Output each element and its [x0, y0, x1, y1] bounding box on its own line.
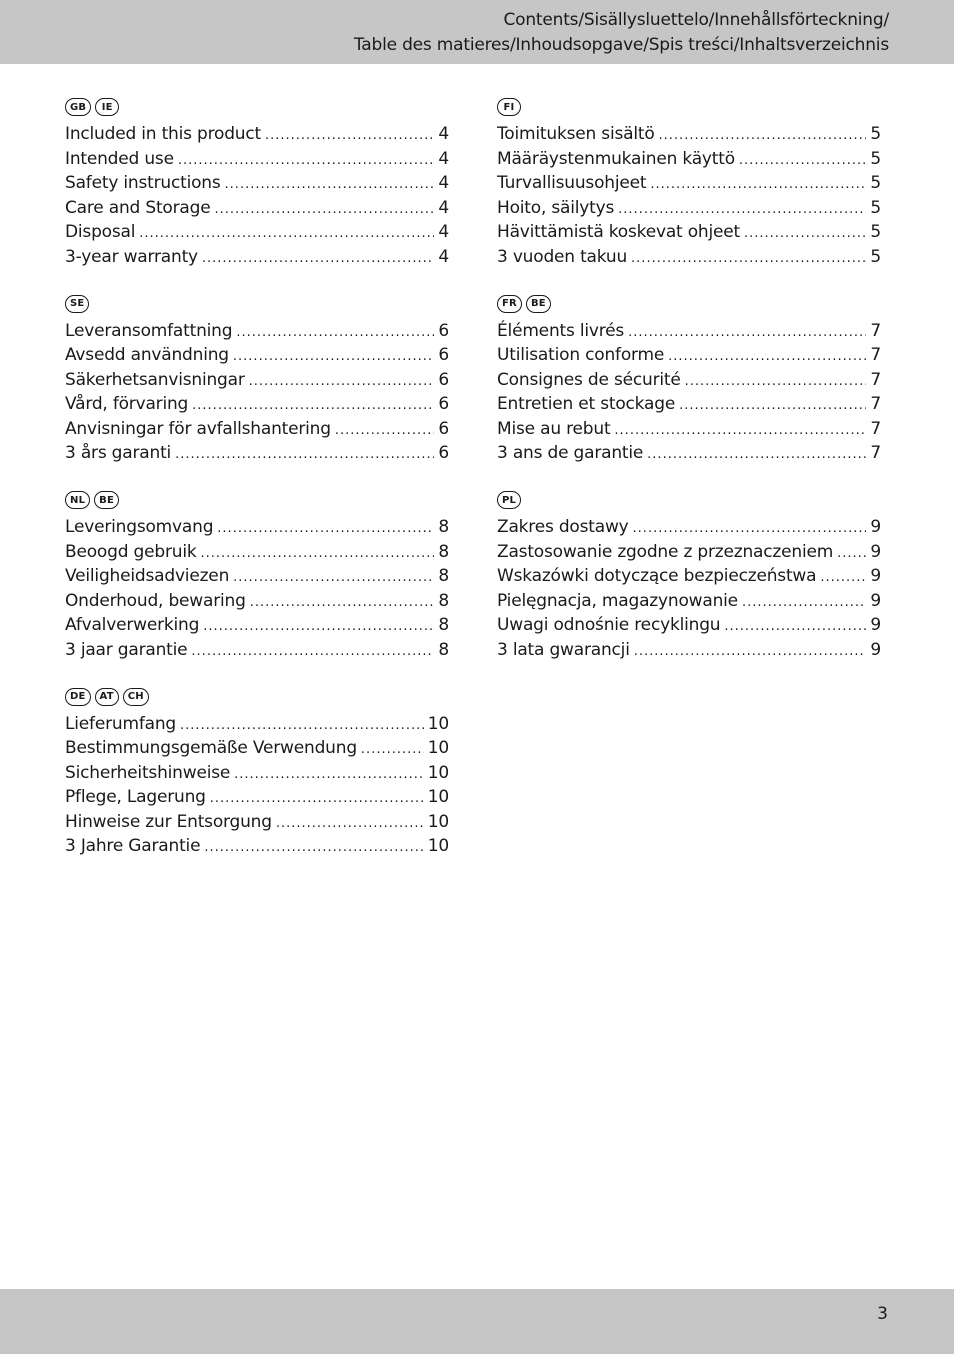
dot-leader [180, 718, 424, 733]
toc-entry-page: 8 [438, 541, 449, 562]
country-code-badge: AT [95, 688, 119, 706]
toc-entry-page: 5 [870, 197, 881, 218]
toc-entry-title: Lieferumfang [65, 713, 176, 734]
dot-leader [204, 840, 423, 855]
toc-entry-title: Afvalverwerking [65, 615, 200, 636]
toc-entry-page: 7 [870, 369, 881, 390]
dot-leader [234, 767, 424, 782]
toc-entry-page: 8 [438, 517, 449, 537]
toc-section [65, 685, 449, 882]
toc-entry[interactable] [497, 640, 881, 665]
toc-entry-page: 6 [438, 369, 449, 390]
toc-entry-page: 8 [438, 566, 449, 587]
dot-leader [265, 128, 434, 143]
toc-entry-title: Beoogd gebruik [65, 541, 197, 562]
dot-leader [178, 153, 435, 168]
country-code-badge: NL [65, 491, 90, 509]
toc-entry[interactable] [65, 566, 449, 591]
dot-leader [631, 251, 866, 266]
dot-leader [668, 349, 866, 364]
dot-leader [685, 374, 867, 389]
dot-leader [739, 153, 866, 168]
country-code-badge: CH [123, 688, 149, 706]
toc-entry-title: Veiligheidsadviezen [65, 566, 230, 587]
header-title-line-1: Contents/Sisällysluettelo/Innehållsförteckning/ [503, 10, 889, 30]
toc-entry-page: 5 [870, 246, 881, 267]
toc-entry-title: Hävittämistä koskevat ohjeet [497, 222, 740, 243]
toc-entry-title: Hoito, säilytys [497, 197, 615, 218]
dot-leader [679, 398, 866, 413]
toc-entry-title: 3 jaar garantie [65, 639, 188, 660]
dot-leader [659, 128, 867, 143]
dot-leader [618, 202, 866, 217]
toc-column-right [497, 95, 881, 685]
dot-leader [214, 202, 434, 217]
toc-entry-title: Éléments livrés [497, 320, 625, 341]
toc-entry[interactable] [65, 247, 449, 272]
language-badges [497, 292, 881, 316]
toc-entry[interactable] [497, 542, 881, 567]
toc-entry-title: Disposal [65, 222, 136, 243]
country-code-badge: FI [497, 98, 521, 116]
toc-entry-page: 5 [870, 173, 881, 194]
dot-leader [217, 521, 434, 536]
toc-entry-title: Vård, förvaring [65, 394, 189, 415]
dot-leader [233, 349, 434, 364]
page-header [0, 0, 954, 64]
language-badges [65, 292, 449, 316]
toc-entry-page: 9 [870, 590, 881, 611]
dot-leader [647, 447, 866, 462]
toc-entry-page: 6 [438, 345, 449, 366]
toc-entry-title: Utilisation conforme [497, 345, 665, 366]
toc-entry-page: 10 [427, 738, 449, 759]
toc-entry[interactable] [65, 173, 449, 198]
toc-entry[interactable] [497, 370, 881, 395]
toc-entry-title: 3 lata gwarancji [497, 639, 630, 660]
toc-entry-page: 10 [427, 836, 449, 857]
language-badges [65, 685, 449, 709]
toc-entry[interactable] [497, 124, 881, 149]
toc-entry-page: 6 [438, 320, 449, 341]
dot-leader [724, 619, 866, 634]
toc-entry[interactable] [497, 443, 881, 468]
toc-entry[interactable] [497, 321, 881, 346]
dot-leader [236, 325, 434, 340]
dot-leader [820, 570, 866, 585]
toc-entry-page: 9 [870, 639, 881, 660]
toc-entry-page: 6 [438, 394, 449, 415]
toc-entry-page: 4 [438, 222, 449, 243]
toc-entry-title: Anvisningar för avfallshantering [65, 418, 331, 439]
toc-entry-title: Consignes de sécurité [497, 369, 681, 390]
toc-entry[interactable] [497, 566, 881, 591]
toc-entry-title: 3 ans de garantie [497, 443, 644, 464]
dot-leader [203, 619, 434, 634]
toc-entry[interactable] [497, 591, 881, 616]
toc-entry-title: Wskazówki dotyczące bezpieczeństwa [497, 566, 817, 587]
dot-leader [192, 398, 434, 413]
toc-entry-title: Care and Storage [65, 197, 211, 218]
toc-section [497, 488, 881, 685]
toc-entry-page: 4 [438, 124, 449, 144]
toc-entry[interactable] [65, 591, 449, 616]
toc-entry-title: Toimituksen sisältö [497, 124, 655, 144]
toc-entry-title: Turvallisuusohjeet [497, 173, 647, 194]
toc-entry[interactable] [65, 222, 449, 247]
dot-leader [744, 226, 866, 241]
toc-entry[interactable] [65, 615, 449, 640]
country-code-badge: BE [94, 491, 119, 509]
toc-entry[interactable] [497, 149, 881, 174]
page-footer [0, 1289, 954, 1354]
toc-entry-page: 5 [870, 222, 881, 243]
toc-entry-page: 7 [870, 320, 881, 341]
toc-entry-page: 5 [870, 124, 881, 144]
toc-entry[interactable] [65, 763, 449, 788]
page-number: 3 [877, 1304, 888, 1324]
toc-entry-page: 10 [427, 762, 449, 783]
dot-leader [650, 177, 866, 192]
header-title-line-2: Table des matieres/Inhoudsopgave/Spis treści/Inhaltsverzeichnis [353, 35, 889, 55]
toc-section [65, 488, 449, 685]
toc-entry-title: Säkerhetsanvisningar [65, 369, 245, 390]
toc-entry-page: 5 [870, 148, 881, 169]
toc-entry[interactable] [65, 394, 449, 419]
toc-entry[interactable] [65, 542, 449, 567]
toc-column-left [65, 95, 449, 881]
dot-leader [628, 325, 866, 340]
dot-leader [249, 374, 435, 389]
toc-entry-page: 8 [438, 615, 449, 636]
dot-leader [614, 423, 866, 438]
dot-leader [276, 816, 424, 831]
dot-leader [225, 177, 435, 192]
toc-entry-page: 4 [438, 173, 449, 194]
toc-entry-title: 3-year warranty [65, 246, 198, 267]
dot-leader [335, 423, 435, 438]
toc-entry[interactable] [65, 714, 449, 739]
toc-entry-title: 3 Jahre Garantie [65, 836, 201, 857]
toc-entry-page: 4 [438, 246, 449, 267]
toc-entry-title: Leveringsomvang [65, 517, 214, 537]
toc-entry[interactable] [497, 615, 881, 640]
toc-entry[interactable] [65, 812, 449, 837]
dot-leader [837, 546, 866, 561]
toc-entry[interactable] [497, 222, 881, 247]
toc-entry-page: 10 [427, 787, 449, 808]
country-code-badge: GB [65, 98, 91, 116]
toc-entry[interactable] [497, 517, 881, 542]
toc-entry[interactable] [65, 321, 449, 346]
toc-entry[interactable] [65, 124, 449, 149]
toc-entry[interactable] [497, 419, 881, 444]
toc-entry[interactable] [65, 345, 449, 370]
toc-entry-title: Pielęgnacja, magazynowanie [497, 590, 738, 611]
dot-leader [233, 570, 434, 585]
toc-entry[interactable] [65, 640, 449, 665]
toc-entry-title: Mise au rebut [497, 418, 611, 439]
toc-entry-page: 8 [438, 639, 449, 660]
country-code-badge: SE [65, 295, 89, 313]
country-code-badge: BE [526, 295, 551, 313]
toc-entry-page: 6 [438, 443, 449, 464]
toc-entry[interactable] [497, 173, 881, 198]
dot-leader [191, 644, 434, 659]
toc-entry-page: 8 [438, 590, 449, 611]
dot-leader [175, 447, 434, 462]
toc-entry-page: 9 [870, 615, 881, 636]
toc-entry[interactable] [65, 836, 449, 861]
toc-entry[interactable] [65, 738, 449, 763]
toc-entry-page: 9 [870, 517, 881, 537]
toc-entry[interactable] [65, 149, 449, 174]
toc-entry[interactable] [65, 419, 449, 444]
toc-section [65, 292, 449, 489]
toc-section [497, 95, 881, 292]
toc-section [497, 292, 881, 489]
toc-entry-title: Määräystenmukainen käyttö [497, 148, 735, 169]
country-code-badge: IE [95, 98, 119, 116]
toc-entry[interactable] [497, 198, 881, 223]
dot-leader [250, 595, 435, 610]
dot-leader [139, 226, 434, 241]
dot-leader [361, 742, 424, 757]
language-badges [497, 95, 881, 119]
toc-entry-title: Intended use [65, 148, 174, 169]
toc-entry-page: 9 [870, 566, 881, 587]
dot-leader [210, 791, 424, 806]
dot-leader [742, 595, 866, 610]
toc-entry-page: 7 [870, 394, 881, 415]
toc-entry[interactable] [65, 443, 449, 468]
toc-entry-page: 7 [870, 345, 881, 366]
language-badges [65, 95, 449, 119]
toc-entry-title: Zakres dostawy [497, 517, 629, 537]
toc-entry-title: Bestimmungsgemäße Verwendung [65, 738, 357, 759]
toc-entry-title: Zastosowanie zgodne z przeznaczeniem [497, 541, 834, 562]
toc-entry-page: 10 [427, 713, 449, 734]
country-code-badge: PL [497, 491, 521, 509]
toc-entry[interactable] [497, 247, 881, 272]
dot-leader [633, 521, 867, 536]
toc-entry[interactable] [65, 198, 449, 223]
toc-entry-title: 3 vuoden takuu [497, 246, 628, 267]
toc-entry[interactable] [497, 394, 881, 419]
toc-entry-title: Safety instructions [65, 173, 221, 194]
dot-leader [202, 251, 434, 266]
toc-entry-page: 4 [438, 197, 449, 218]
country-code-badge: FR [497, 295, 522, 313]
toc-entry-page: 4 [438, 148, 449, 169]
toc-section [65, 95, 449, 292]
toc-entry-title: Avsedd användning [65, 345, 229, 366]
toc-entry-title: Pflege, Lagerung [65, 787, 206, 808]
dot-leader [634, 644, 867, 659]
toc-entry-page: 10 [427, 811, 449, 832]
toc-entry-page: 9 [870, 541, 881, 562]
toc-entry-title: Onderhoud, bewaring [65, 590, 246, 611]
language-badges [497, 488, 881, 512]
dot-leader [200, 546, 434, 561]
toc-entry-page: 7 [870, 418, 881, 439]
toc-entry[interactable] [65, 787, 449, 812]
toc-entry-title: Entretien et stockage [497, 394, 676, 415]
toc-entry-title: Sicherheitshinweise [65, 762, 231, 783]
toc-entry[interactable] [497, 345, 881, 370]
toc-entry-page: 7 [870, 443, 881, 464]
language-badges [65, 488, 449, 512]
toc-entry-title: Included in this product [65, 124, 261, 144]
country-code-badge: DE [65, 688, 91, 706]
toc-entry[interactable] [65, 370, 449, 395]
toc-entry-title: 3 års garanti [65, 443, 172, 464]
toc-entry-title: Hinweise zur Entsorgung [65, 811, 272, 832]
toc-entry-title: Leveransomfattning [65, 320, 233, 341]
toc-entry[interactable] [65, 517, 449, 542]
toc-entry-page: 6 [438, 418, 449, 439]
toc-entry-title: Uwagi odnośnie recyklingu [497, 615, 721, 636]
